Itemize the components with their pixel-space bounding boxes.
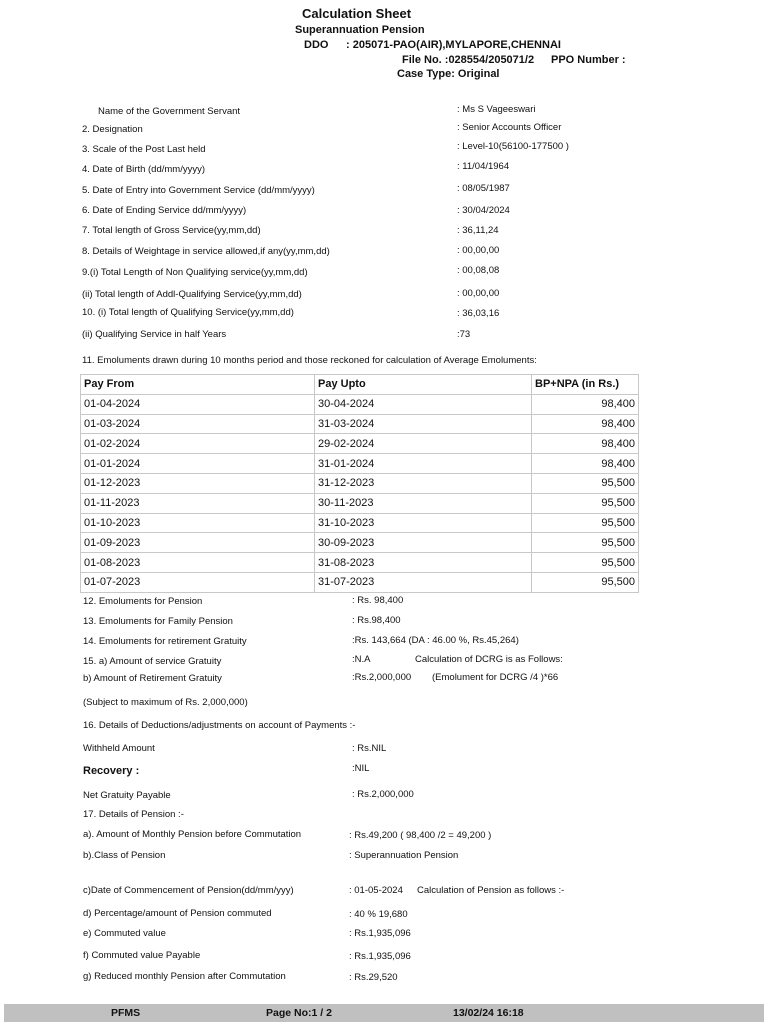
detail-label: (ii) Total length of Addl-Qualifying Service(yy,mm,dd) <box>82 289 302 300</box>
table-header-row <box>81 375 639 395</box>
section-heading: 16. Details of Deductions/adjustments on account of Payments :- <box>83 720 356 731</box>
detail-label: 7. Total length of Gross Service(yy,mm,dd) <box>82 225 261 236</box>
print-timestamp: 13/02/24 16:18 <box>453 1007 524 1019</box>
pension-calc-note: Calculation of Pension as follows :- <box>417 885 565 896</box>
detail-label: 9.(i) Total Length of Non Qualifying service(yy,mm,dd) <box>82 267 308 278</box>
case-type: Case Type: Original <box>397 68 500 80</box>
pay-from-cell: 01-12-2023 <box>81 473 315 493</box>
table-row <box>81 513 639 533</box>
emoluments-table <box>80 374 639 593</box>
page-number: Page No:1 / 2 <box>266 1007 332 1019</box>
pay-upto-cell: 31-12-2023 <box>315 473 532 493</box>
footer-system: PFMS <box>111 1007 141 1019</box>
file-number: File No. :028554/205071/2 <box>402 54 535 66</box>
table-row <box>81 454 639 474</box>
table-row <box>81 553 639 573</box>
detail-label: 10. (i) Total length of Qualifying Service(yy,mm,dd) <box>82 307 294 318</box>
column-header: BP+NPA (in Rs.) <box>532 375 639 395</box>
detail-label: 2. Designation <box>82 124 143 135</box>
detail-value: : 00,00,00 <box>457 245 500 256</box>
item-value: : Rs.2,000,000 <box>352 789 414 800</box>
ddo-label: DDO <box>304 39 329 51</box>
detail-value: : 30/04/2024 <box>457 205 510 216</box>
item-label: 13. Emoluments for Family Pension <box>83 616 233 627</box>
detail-value: : 36,11,24 <box>457 225 499 236</box>
pay-upto-cell: 30-11-2023 <box>315 493 532 513</box>
item-value: : Rs.1,935,096 <box>349 928 411 939</box>
section-heading: 17. Details of Pension :- <box>83 809 184 820</box>
table-row <box>81 434 639 454</box>
amount-cell: 95,500 <box>532 513 639 533</box>
page-title: Calculation Sheet <box>302 6 412 21</box>
column-header: Pay Upto <box>315 375 532 395</box>
pay-from-cell: 01-08-2023 <box>81 553 315 573</box>
ddo-value: : 205071-PAO(AIR),MYLAPORE,CHENNAI <box>346 39 561 51</box>
item-value: : Superannuation Pension <box>349 850 459 861</box>
item-label: g) Reduced monthly Pension after Commutation <box>83 971 286 982</box>
pay-upto-cell: 30-04-2024 <box>315 394 532 414</box>
pay-from-cell: 01-11-2023 <box>81 493 315 513</box>
amount-cell: 95,500 <box>532 533 639 553</box>
amount-cell: 95,500 <box>532 473 639 493</box>
table-row <box>81 533 639 553</box>
pay-from-cell: 01-09-2023 <box>81 533 315 553</box>
pay-upto-cell: 31-08-2023 <box>315 553 532 573</box>
pension-type: Superannuation Pension <box>295 24 425 36</box>
table-row <box>81 572 639 592</box>
table-row <box>81 473 639 493</box>
detail-label: 4. Date of Birth (dd/mm/yyyy) <box>82 164 206 175</box>
item-label: d) Percentage/amount of Pension commuted <box>83 908 272 919</box>
pay-upto-cell: 31-01-2024 <box>315 454 532 474</box>
item-label: Withheld Amount <box>83 743 155 754</box>
pay-from-cell: 01-04-2024 <box>81 394 315 414</box>
pay-upto-cell: 30-09-2023 <box>315 533 532 553</box>
item-label: 12. Emoluments for Pension <box>83 596 203 607</box>
item-value: : Rs.98,400 <box>352 615 401 626</box>
item-label: e) Commuted value <box>83 928 166 939</box>
item-value: : 01-05-2024 <box>349 885 403 896</box>
detail-label: 3. Scale of the Post Last held <box>82 144 206 155</box>
pay-upto-cell: 31-03-2024 <box>315 414 532 434</box>
item-label: b) Amount of Retirement Gratuity <box>83 673 222 684</box>
item-value: : Rs. 98,400 <box>352 595 404 606</box>
item-label: Net Gratuity Payable <box>83 790 171 801</box>
detail-value: : Level-10(56100-177500 ) <box>457 141 569 152</box>
footer-bar <box>4 1004 764 1022</box>
amount-cell: 95,500 <box>532 572 639 592</box>
item-value: : Rs.1,935,096 <box>349 951 411 962</box>
pay-upto-cell: 29-02-2024 <box>315 434 532 454</box>
item-value: :NIL <box>352 763 370 774</box>
item-label: 15. a) Amount of service Gratuity <box>83 656 222 667</box>
item-value: :N.A <box>352 654 371 665</box>
detail-value: : 08/05/1987 <box>457 183 510 194</box>
detail-value: :73 <box>457 329 471 340</box>
amount-cell: 95,500 <box>532 553 639 573</box>
detail-label: (ii) Qualifying Service in half Years <box>82 329 227 340</box>
pay-from-cell: 01-07-2023 <box>81 572 315 592</box>
table-row <box>81 493 639 513</box>
pay-upto-cell: 31-07-2023 <box>315 572 532 592</box>
amount-cell: 98,400 <box>532 454 639 474</box>
detail-label: 6. Date of Ending Service dd/mm/yyyy) <box>82 205 247 216</box>
dcrg-formula: (Emolument for DCRG /4 )*66 <box>432 672 559 683</box>
table-row <box>81 394 639 414</box>
emoluments-heading: 11. Emoluments drawn during 10 months period and those reckoned for calculation of Average Emoluments: <box>82 355 537 366</box>
gratuity-cap-note: (Subject to maximum of Rs. 2,000,000) <box>83 697 248 708</box>
amount-cell: 95,500 <box>532 493 639 513</box>
item-value: : Rs.29,520 <box>349 972 398 983</box>
detail-value: : 11/04/1964 <box>457 161 510 172</box>
pay-upto-cell: 31-10-2023 <box>315 513 532 533</box>
item-label: b).Class of Pension <box>83 850 166 861</box>
detail-label: 5. Date of Entry into Government Service (dd/mm/yyyy) <box>82 185 315 196</box>
item-value: : Rs.NIL <box>352 743 387 754</box>
detail-value: : 00,00,00 <box>457 288 500 299</box>
item-value: :Rs.2,000,000 <box>352 672 412 683</box>
item-value: : 40 % 19,680 <box>349 909 408 920</box>
item-value: : Rs.49,200 ( 98,400 /2 = 49,200 ) <box>349 830 492 841</box>
dcrg-calc-note: Calculation of DCRG is as Follows: <box>415 654 563 665</box>
pay-from-cell: 01-10-2023 <box>81 513 315 533</box>
item-label: c)Date of Commencement of Pension(dd/mm/yyy) <box>83 885 294 896</box>
pay-from-cell: 01-03-2024 <box>81 414 315 434</box>
amount-cell: 98,400 <box>532 394 639 414</box>
table-row <box>81 414 639 434</box>
amount-cell: 98,400 <box>532 414 639 434</box>
recovery-label: Recovery : <box>83 765 140 777</box>
item-label: 14. Emoluments for retirement Gratuity <box>83 636 247 647</box>
ppo-number: PPO Number : <box>551 54 626 66</box>
item-label: f) Commuted value Payable <box>83 950 201 961</box>
detail-value: : 36,03,16 <box>457 308 500 319</box>
detail-value: : 00,08,08 <box>457 265 500 276</box>
amount-cell: 98,400 <box>532 434 639 454</box>
column-header: Pay From <box>81 375 315 395</box>
detail-value: : Senior Accounts Officer <box>457 122 562 133</box>
pay-from-cell: 01-01-2024 <box>81 454 315 474</box>
detail-value: : Ms S Vageeswari <box>457 104 536 115</box>
item-label: a). Amount of Monthly Pension before Commutation <box>83 829 302 840</box>
item-value: :Rs. 143,664 (DA : 46.00 %, Rs.45,264) <box>352 635 519 646</box>
detail-label: 8. Details of Weightage in service allowed,if any(yy,mm,dd) <box>82 246 330 257</box>
detail-label: Name of the Government Servant <box>98 106 241 117</box>
pay-from-cell: 01-02-2024 <box>81 434 315 454</box>
